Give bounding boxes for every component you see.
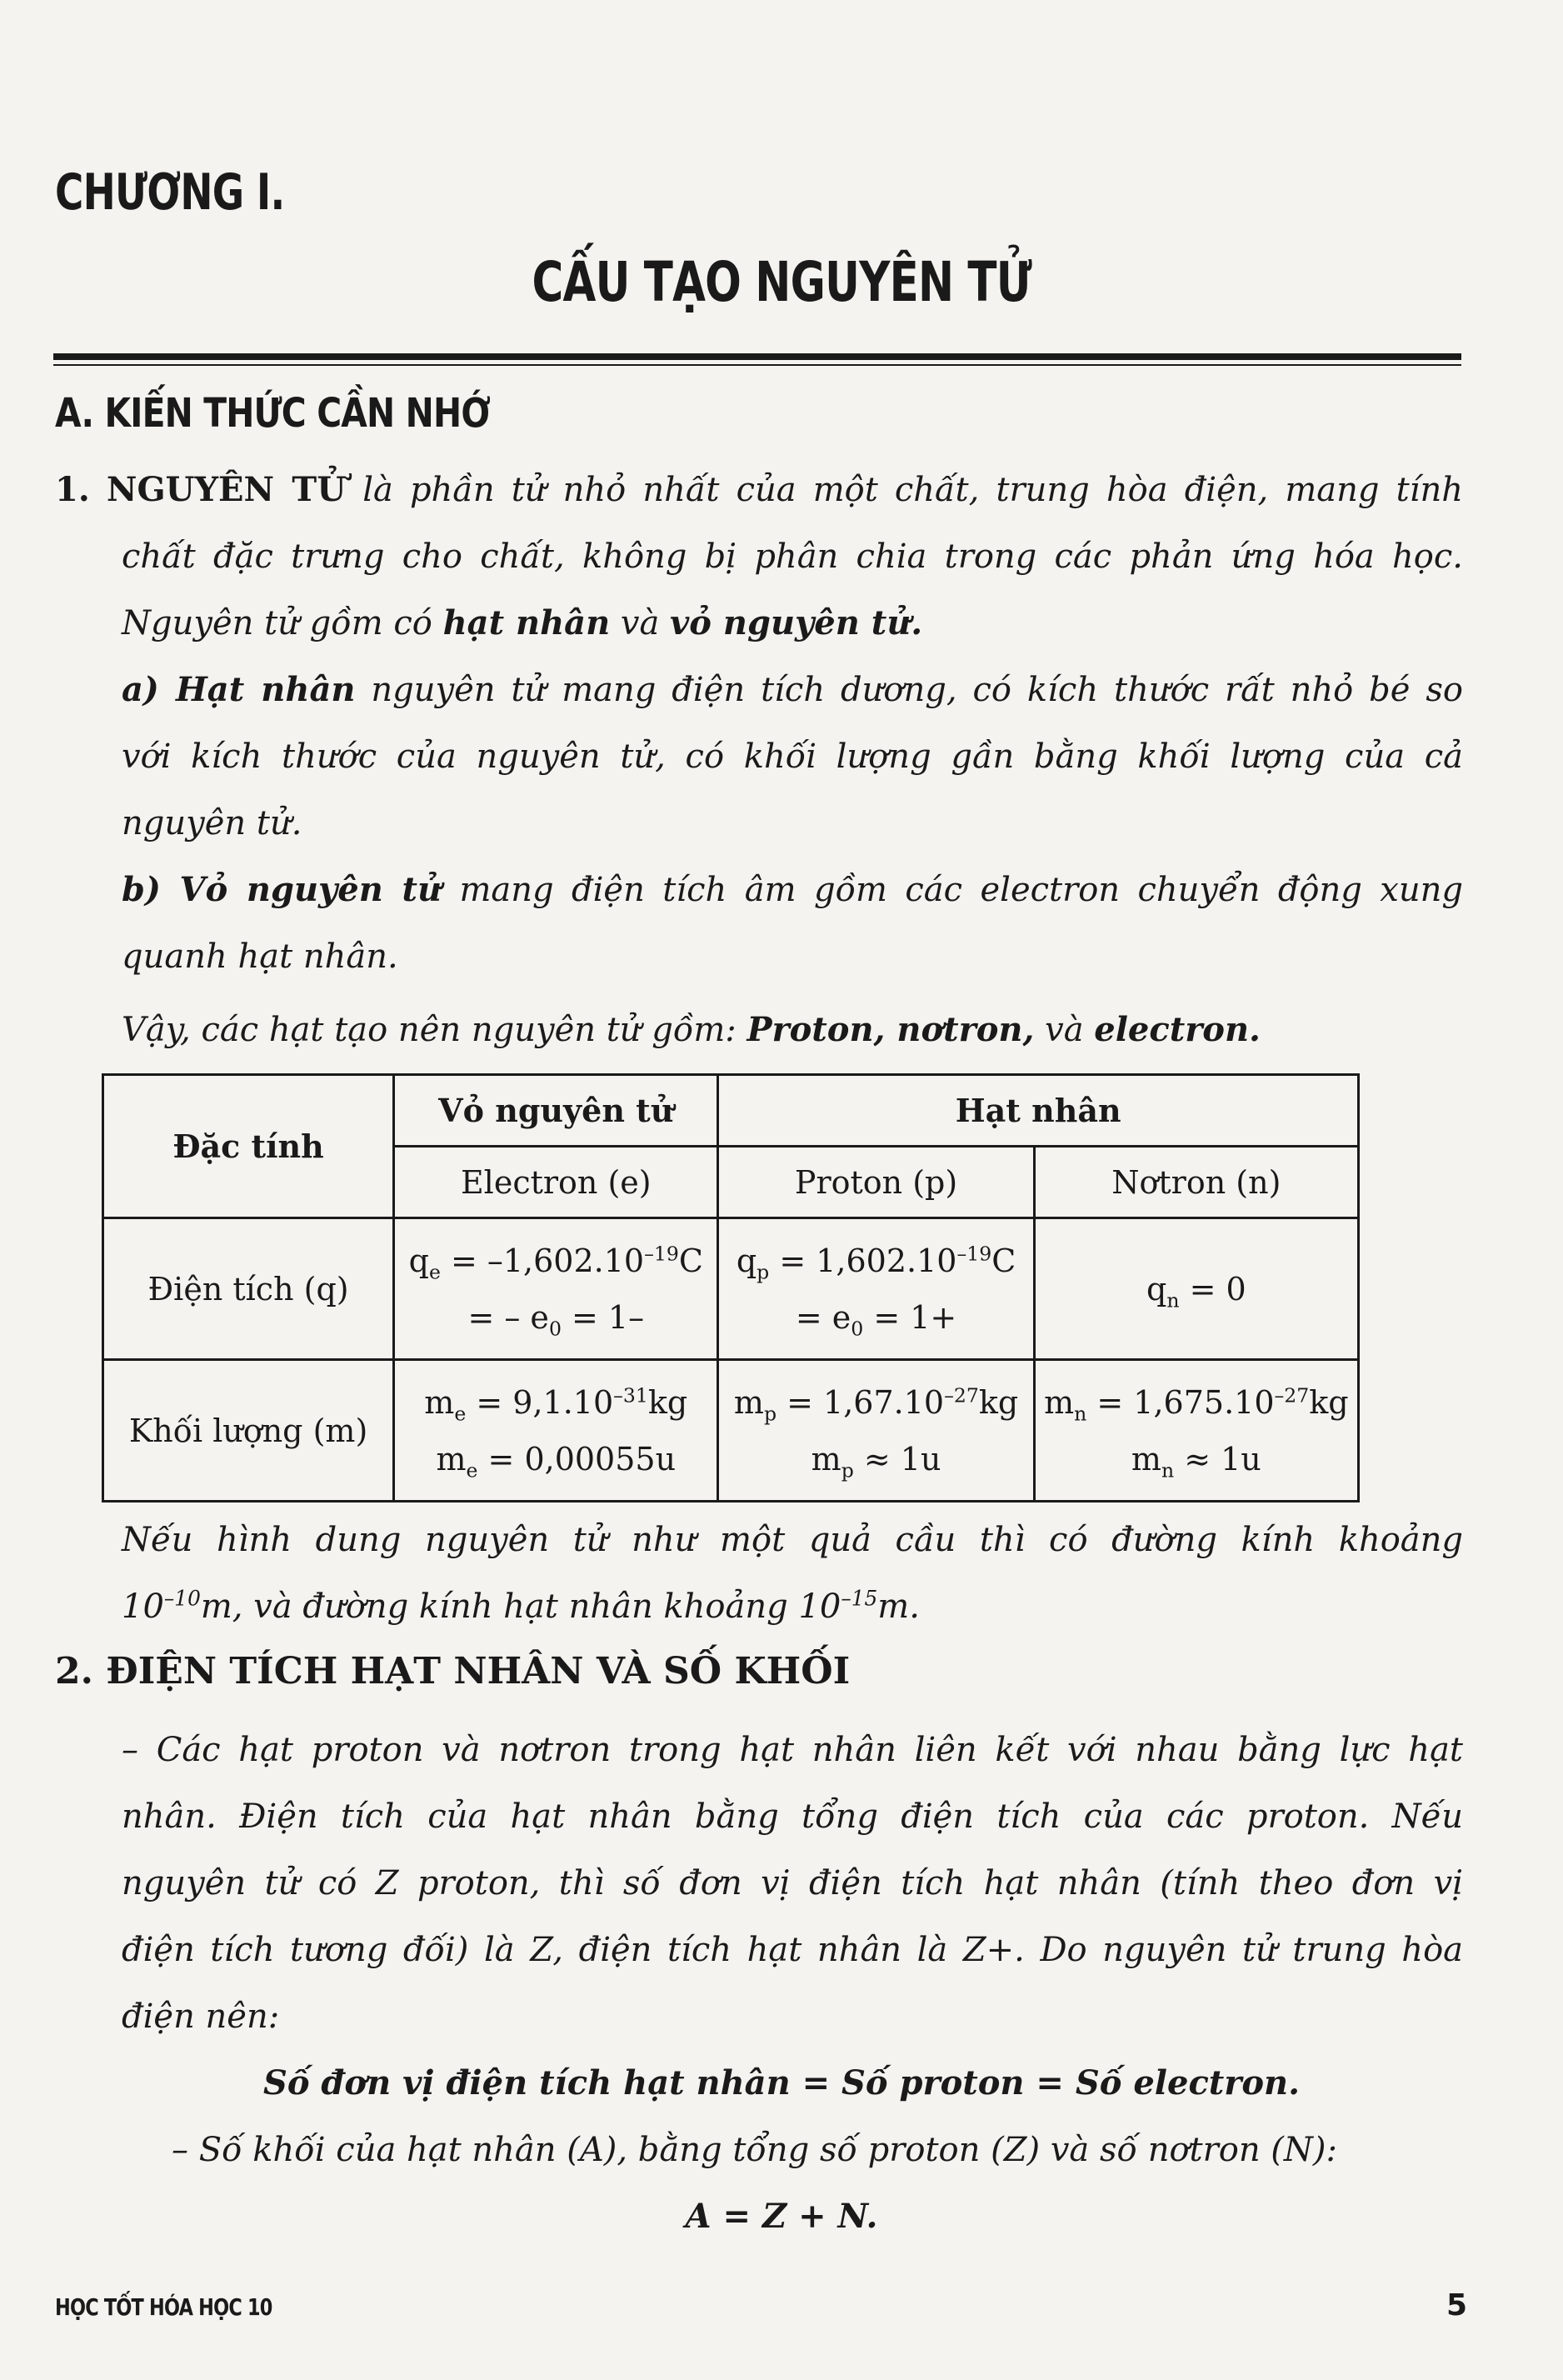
electron-charge-1: $q_e = -1,602.10^{-19}C$ bbox=[408, 1241, 703, 1284]
item1b-label: b) Vỏ nguyên tử bbox=[122, 870, 442, 909]
after-table-line1-text: Nếu hình dung nguyên tử như một quả cầu thì có đường kính khoảng bbox=[122, 1521, 1463, 1559]
item1-line2-text: chất đặc trưng cho chất, không bị phân chia trong các phản ứng hóa học. bbox=[122, 538, 1463, 576]
item1-line1 bbox=[55, 457, 1463, 523]
item2-p1-line1 bbox=[122, 1717, 1463, 1783]
proton-mass bbox=[718, 1360, 1034, 1502]
header-property-text: Đặc tính bbox=[172, 1127, 324, 1165]
formula-mass-number: A = Z + N. bbox=[685, 2197, 878, 2236]
after-table-line2: $10^{-10}m$, và đường kính hạt nhân khoảng $10^{-15}m$. bbox=[122, 1586, 920, 1626]
proton-charge-1: $q_p = 1,602.10^{-19}C$ bbox=[736, 1241, 1016, 1284]
electron-mass bbox=[394, 1360, 718, 1502]
electron-mass-1: $m_e = 9,1.10^{-31}kg$ bbox=[424, 1382, 688, 1426]
header-rule-thin bbox=[53, 364, 1461, 366]
item2-p1-line2-text: nhân. Điện tích của hạt nhân bằng tổng điện tích của các proton. Nếu bbox=[122, 1798, 1463, 1836]
neutron-mass-1: $m_n = 1,675.10^{-27}kg$ bbox=[1044, 1382, 1349, 1426]
formula-charge: Số đơn vị điện tích hạt nhân = Số proton = Số electron. bbox=[262, 2063, 1301, 2102]
neutron-mass bbox=[1034, 1360, 1358, 1502]
summary-d: electron. bbox=[1094, 1010, 1261, 1049]
chapter-title-text: CẤU TẠO NGUYÊN TỬ bbox=[532, 250, 1031, 314]
item1-shell: vỏ nguyên tử. bbox=[670, 603, 923, 642]
item1b-line2: quanh hạt nhân. bbox=[122, 938, 398, 976]
page-number: 5 bbox=[1446, 2288, 1466, 2322]
col-proton: Proton (p) bbox=[718, 1147, 1034, 1218]
item1-nucleus: hạt nhân bbox=[442, 603, 611, 642]
item2-p1-line2 bbox=[122, 1783, 1463, 1850]
item2-p2: – Số khối của hạt nhân (A), bằng tổng số proton (Z) và số nơtron (N): bbox=[172, 2131, 1337, 2169]
item1-line3-c: và bbox=[610, 604, 671, 642]
section-a-heading: A. KIẾN THỨC CẦN NHỚ bbox=[55, 390, 491, 437]
chapter-title bbox=[0, 250, 1563, 314]
item2-p1-line1-text: – Các hạt proton và nơtron trong hạt nhân liên kết với nhau bằng lực hạt bbox=[122, 1731, 1463, 1769]
item1-number: 1. bbox=[55, 470, 90, 509]
item2-p1-line5: điện nên: bbox=[122, 1998, 280, 2036]
proton-charge-2: = $e_0 = 1+$ bbox=[795, 1298, 957, 1341]
table-row bbox=[103, 1360, 1359, 1502]
item1-term: NGUYÊN TỬ bbox=[106, 470, 347, 509]
neutron-charge: $q_n = 0$ bbox=[1034, 1218, 1358, 1360]
header-shell bbox=[394, 1075, 718, 1147]
header-property bbox=[103, 1075, 394, 1218]
row-mass: Khối lượng (m) bbox=[103, 1360, 394, 1502]
item2-p1-line4 bbox=[122, 1917, 1463, 1983]
item1-line3 bbox=[122, 590, 1463, 657]
item1-summary bbox=[122, 997, 1463, 1063]
electron-mass-2: $m_e = 0,00055u$ bbox=[436, 1440, 677, 1482]
item1a-line3: nguyên tử. bbox=[122, 804, 302, 842]
chapter-label: CHƯƠNG I. bbox=[55, 163, 285, 222]
row-charge: Điện tích (q) bbox=[103, 1218, 394, 1360]
item1a-line2-text: với kích thước của nguyên tử, có khối lượng gần bằng khối lượng của cả bbox=[122, 738, 1463, 776]
item1a-label: a) Hạt nhân bbox=[122, 670, 356, 709]
item2-p1-line3-text: nguyên tử có Z proton, thì số đơn vị điện tích hạt nhân (tính theo đơn vị bbox=[122, 1864, 1463, 1902]
item1b-line1-rest: mang điện tích âm gồm các electron chuyển động xung bbox=[442, 871, 1463, 909]
item1-line2 bbox=[122, 523, 1463, 590]
proton-mass-2: $m_p \approx 1u$ bbox=[811, 1440, 941, 1482]
electron-charge-2: = – $e_0 = 1-$ bbox=[467, 1298, 645, 1341]
header-nucleus bbox=[718, 1075, 1359, 1147]
item1-line1-rest: là phần tử nhỏ nhất của một chất, trung hòa điện, mang tính bbox=[346, 471, 1463, 509]
summary-a: Vậy, các hạt tạo nên nguyên tử gồm: bbox=[122, 1011, 747, 1049]
proton-mass-1: $m_p = 1,67.10^{-27}kg$ bbox=[733, 1382, 1019, 1426]
proton-charge bbox=[718, 1218, 1034, 1360]
table-row bbox=[103, 1218, 1359, 1360]
item1a-line2 bbox=[122, 723, 1463, 790]
item1-line3-a: Nguyên tử gồm có bbox=[122, 604, 443, 642]
col-neutron: Nơtron (n) bbox=[1034, 1147, 1358, 1218]
electron-charge bbox=[394, 1218, 718, 1360]
header-nucleus-text: Hạt nhân bbox=[955, 1091, 1121, 1129]
item1b-line1 bbox=[122, 857, 1463, 923]
table-header-row bbox=[103, 1075, 1359, 1147]
summary-c: và bbox=[1034, 1011, 1095, 1049]
item2-p1-line3 bbox=[122, 1850, 1463, 1917]
summary-b: Proton, nơtron, bbox=[747, 1010, 1035, 1049]
particle-table bbox=[102, 1073, 1360, 1502]
col-electron: Electron (e) bbox=[394, 1147, 718, 1218]
after-table-line1 bbox=[122, 1507, 1463, 1573]
item1a-line1-rest: nguyên tử mang điện tích dương, có kích thước rất nhỏ bé so bbox=[355, 671, 1463, 709]
item1a-line1 bbox=[122, 657, 1463, 723]
header-shell-text: Vỏ nguyên tử bbox=[438, 1091, 674, 1129]
neutron-mass-2: $m_n \approx 1u$ bbox=[1131, 1440, 1261, 1482]
section-2-heading: 2. ĐIỆN TÍCH HẠT NHÂN VÀ SỐ KHỐI bbox=[55, 1650, 851, 1692]
footer-book-title: HỌC TỐT HÓA HỌC 10 bbox=[55, 2293, 272, 2321]
header-rule bbox=[53, 353, 1461, 360]
item2-p1-line4-text: điện tích tương đối) là Z, điện tích hạt nhân là Z+. Do nguyên tử trung hòa bbox=[122, 1931, 1463, 1969]
